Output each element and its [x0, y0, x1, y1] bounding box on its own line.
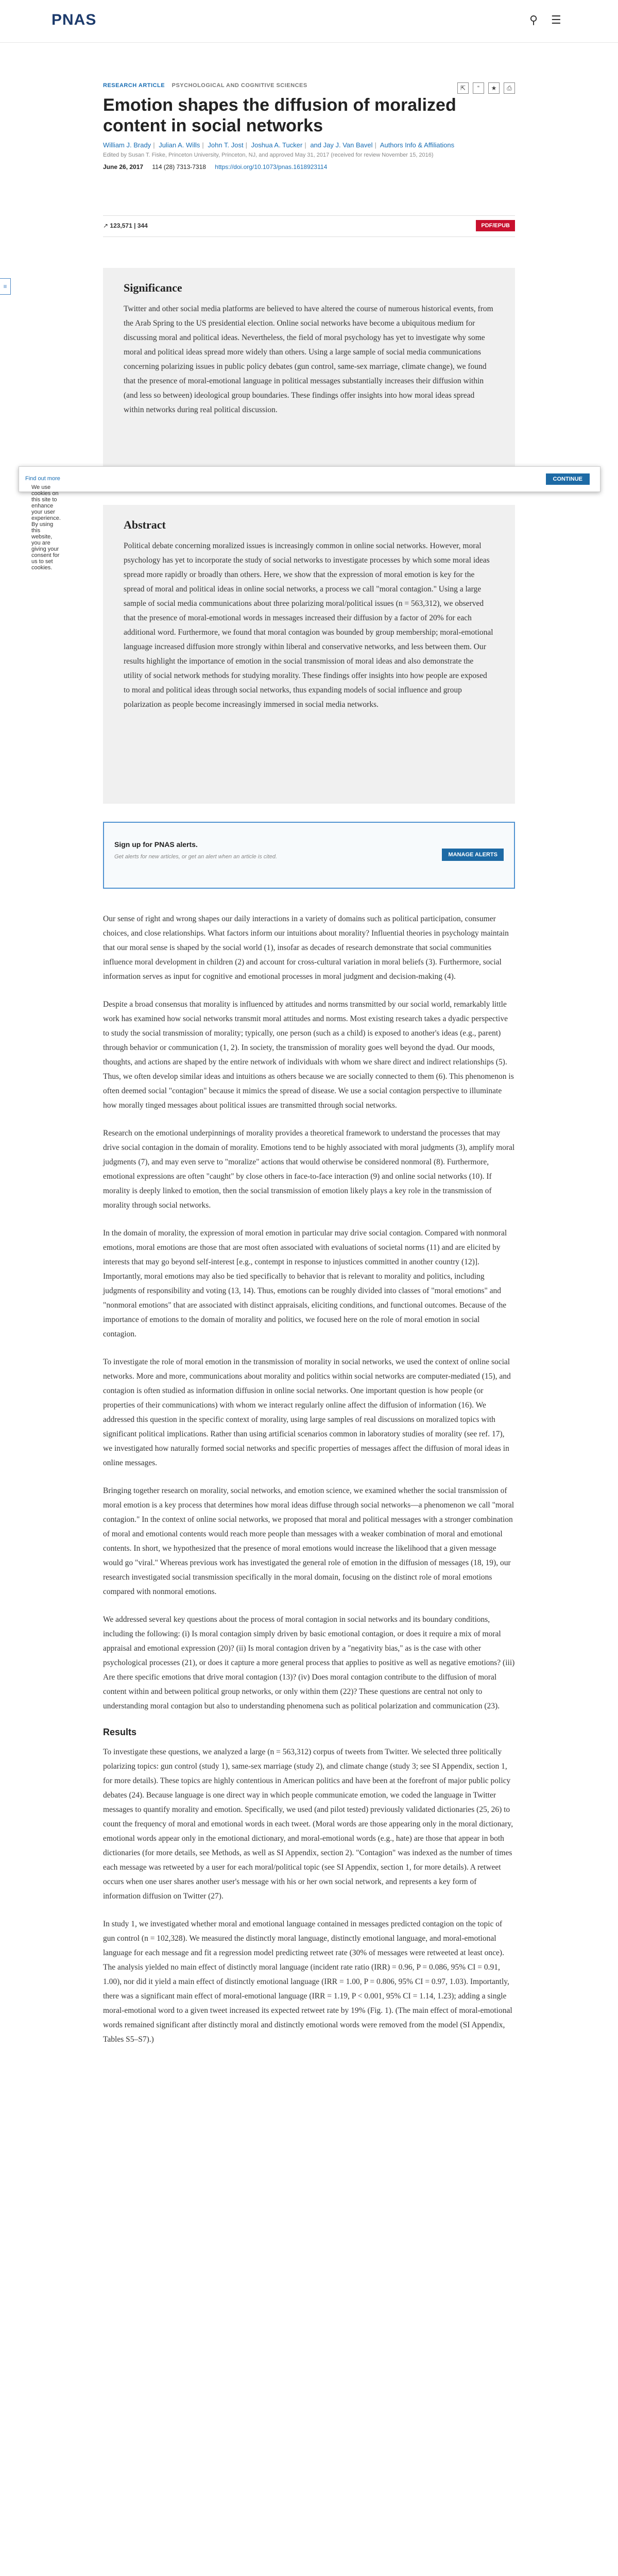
signup-title: Sign up for PNAS alerts.	[114, 840, 198, 849]
body-paragraph: Despite a broad consensus that morality is influenced by attitudes and norms transmitted by our social world, remarkably little work has examined how social networks transmit moral attitudes and norms. Most existing research takes a dyadic perspective to study the social transmission of morality; typically, one person (such as a child) is exposed to another's ideas (e.g., parent) through behavior or communication (1, 2). In society, the transmission of morality goes well beyond the dyad. Our moods, thoughts, and actions are shaped by the entire network of individuals with whom we share direct and indirect relationships (5). Thus, we often develop similar ideas and intuitions as others because we are socially connected to them (6). This phenomenon is often deemed social "contagion" because it mimics the spread of disease. We use a social contagion perspective to illuminate how morally tinged messages about political issues are transmitted through social networks.	[103, 1000, 514, 1110]
author-list: William J. Brady | Julian A. Wills | John T. Jost | Joshua A. Tucker | and Jay J. Van Bavel | Authors Info & Affiliations	[103, 141, 455, 149]
article-body	[103, 912, 515, 2060]
article-tags	[103, 82, 515, 89]
author-link[interactable]: Joshua A. Tucker	[251, 141, 303, 149]
abstract-heading: Abstract	[124, 518, 166, 531]
body-paragraph: Our sense of right and wrong shapes our daily interactions in a variety of domains such as political participation, consumer choices, and close relationships. What factors inform our intuitions about morality? Influential theories in psychology maintain that our moral sense is shaped by the social world (1), insofar as decades of research demonstrate that social communities influence moral development in children (2) and account for cross-cultural variation in moral beliefs (3). Furthermore, social information serves as input for cognitive and emotional processes in moral judgment and decision-making (4).	[103, 914, 509, 981]
metrics-count[interactable]: ↗ 123,571 | 344	[103, 222, 148, 229]
article-header	[103, 82, 515, 171]
body-paragraph: In the domain of morality, the expression of moral emotion in particular may drive social contagion. Compared with nonmoral emotions, moral emotions are those that are most often associated with evaluations of societal norms (11) and are elicited by interests that may go beyond self-interest [e.g., contempt in response to injustices committed in another country (12)]. Importantly, moral emotions may also be tied specifically to behavior that is relevant to morality and politics, including judgments of responsibility and voting (13, 14). Thus, emotions can be roughly divided into classes of "moral emotions" and "nonmoral emotions" that are associated with distinct appraisals, eliciting conditions, and functional outcomes. Because of the importance of emotions to the domain of morality and politics, we focused here on the role of moral emotion in social contagion.	[103, 1229, 507, 1338]
significance-heading: Significance	[124, 281, 182, 294]
significance-panel	[103, 268, 515, 479]
author-link[interactable]: John T. Jost	[208, 141, 244, 149]
print-icon[interactable]: ⎙	[504, 82, 515, 94]
body-paragraph: Bringing together research on morality, social networks, and emotion science, we examined whether the social transmission of moral emotion is a key process that determines how moral ideas diffuse through social networks—a phenomenon we call "moral contagion." In the context of online social networks, we proposed that moral and political messages with a stronger combination of moral and emotional contents would reach more people than messages with a weaker combination of moral and emotional contents. In short, we hypothesized that the presence of moral emotions would increase the likelihood that a given message would go "viral." Whereas previous work has investigated the general role of emotion in the diffusion of messages (18, 19), our research investigated social transmission specifically in the moral domain, focusing on the distinct role of moral emotions compared with nonmoral emotions.	[103, 1486, 514, 1596]
metrics-bar	[103, 215, 515, 237]
body-paragraph: We addressed several key questions about the process of moral contagion in social networks and its boundary conditions, including the following: (i) Is moral contagion simply driven by basic emotional contagion, or does it require a mix of moral appraisal and emotional expression (20)? (ii) Is moral contagion driven by a "negativity bias," as is the case with other psychological processes (21), or does it capture a more general process that applies to positive as well as negative emotions? (iii) Are there specific emotions that drive moral contagion (13)? (iv) Does moral contagion contribute to the diffusion of moral content within and between political group networks, or only within them (22)? These questions are central not only to understanding moral contagion but also to understanding phenomena such as political polarization and communication (23).	[103, 1615, 515, 1710]
volume-pages: 114 (28) 7313-7318	[152, 163, 206, 171]
trend-icon: ↗	[103, 222, 109, 229]
quote-icon[interactable]: “	[473, 82, 484, 94]
author-link[interactable]: and Jay J. Van Bavel	[310, 141, 373, 149]
significance-text: Twitter and other social media platforms are believed to have altered the course of numerous historical events, from the Arab Spring to the US presidential election. Online social networks have become a ubiquitous medium for discussing moral and political ideas. Nevertheless, the field of moral psychology has yet to investigate why some moral and political ideas spread more widely than others. Using a large sample of social media communications concerning polarizing issues in public policy debates (gun control, same-sex marriage, climate change), we found that the presence of moral-emotional language in political messages substantially increases their diffusion within (and less so between) ideological group boundaries. These findings offer insights into how moral ideas spread within networks during real political discussion.	[124, 304, 493, 414]
alerts-signup	[103, 822, 515, 889]
tag-subject[interactable]: PSYCHOLOGICAL AND COGNITIVE SCIENCES	[171, 82, 307, 89]
results-paragraph: To investigate these questions, we analyzed a large (n = 563,312) corpus of tweets from Twitter. We selected three politically polarizing topics: gun control (study 1), same-sex marriage (study 2), and climate change (study 3; see SI Appendix, section 1, for more details). These topics are highly contentious in American politics and have been at the forefront of major public policy debates (24). Because language is one direct way in which people communicate emotion, we coded the language in Twitter messages to quantify morality and emotion. Specifically, we used (and pilot tested) previously validated dictionaries (25, 26) to count the frequency of moral and emotional words in each tweet. (Moral words are those appearing only in the moral dictionary, emotional words appear only in the emotional dictionary, and moral-emotional words (e.g., hate) are those that appear in both dictionaries (for more details, see Methods, as well as SI Appendix, section 2). "Contagion" was indexed as the number of times each message was retweeted by a user for each moral/political topic (see SI Appendix, section 1, for more details). A retweet occurs when one user shares another user's message with his or her own social network, and represents a key form of information diffusion on Twitter (27).	[103, 1748, 513, 1901]
abstract-text: Political debate concerning moralized issues is increasingly common in online social networks. However, moral psychology has yet to incorporate the study of social networks to investigate processes by which some moral ideas spread more rapidly or broadly than others. Here, we show that the expression of moral emotion is key for the spread of moral and political ideas in online social networks, a process we call "moral contagion." Using a large sample of social media communications about three polarizing moral/political issues (n = 563,312), we observed that the presence of moral-emotional words in messages increased their diffusion by a factor of 20% for each additional word. Furthermore, we found that moral contagion was bounded by group membership; moral-emotional language increased diffusion more strongly within liberal and conservative networks, and less between them. Our results highlight the importance of emotion in the social transmission of moral ideas and also demonstrate the utility of social network methods for studying morality. These findings offer insights into how people are exposed to moral and political ideas through social networks, thus expanding models of social influence and group polarization as people become increasingly immersed in social media networks.	[124, 541, 493, 709]
article-title: Emotion shapes the diffusion of moralized content in social networks	[103, 95, 456, 135]
cookie-continue-button[interactable]: CONTINUE	[546, 473, 590, 485]
cookie-text: We use cookies on this site to enhance your user experience. By using this website, you are giving your consent for us to set cookies. Find out more	[25, 476, 61, 571]
signup-subtitle: Get alerts for new articles, or get an alert when an article is cited.	[114, 854, 278, 860]
pnas-logo[interactable]: PNAS	[52, 11, 97, 28]
results-heading: Results	[103, 1727, 137, 1737]
pdf-button[interactable]: PDF/EPUB	[476, 220, 515, 231]
edited-by: Edited by Susan T. Fiske, Princeton University, Princeton, NJ, and approved May 31, 2017 (received for review November 15, 2016)	[103, 152, 434, 158]
affiliations-link[interactable]: Authors Info & Affiliations	[380, 141, 455, 149]
tag-research-article[interactable]: RESEARCH ARTICLE	[103, 82, 165, 89]
publication-date: June 26, 2017	[103, 163, 144, 171]
results-paragraph: In study 1, we investigated whether moral and emotional language contained in messages predicted contagion on the topic of gun control (n = 102,328). We measured the distinctly moral language, distinctly emotional language, and moral-emotional language for each message and fit a regression model predicting retweet rate (30% of messages were retweeted at least once). The analysis yielded no main effect of distinctly moral language (incident rate ratio (IRR) = 0.96, P = 0.086, 95% CI = 0.91, 1.00), nor did it yield a main effect of distinctly emotional language (IRR = 1.00, P = 0.806, 95% CI = 0.97, 1.03). Importantly, there was a significant main effect of moral-emotional language (IRR = 1.19, P < 0.001, 95% CI = 1.14, 1.23); adding a single moral-emotional word to a given tweet increased its expected retweet rate by 19% (Fig. 1). (The main effect of moral-emotional words remained significant after distinctly moral and distinctly emotional words were removed from the model (SI Appendix, Tables S5–S7).)	[103, 1920, 512, 2044]
body-paragraph: To investigate the role of moral emotion in the transmission of morality in social networks, we used the context of online social networks. More and more, communications about morality and politics within social networks are computer-mediated (15), and contagion is often studied as information diffusion in online social networks. One important question is how people (or properties of their communications) with whom we interact regularly online affect the diffusion of information (16). We addressed this question in the specific context of morality, using large samples of real discussions on moralized topics with significant political implications. Rather than using artificial scenarios common in laboratory studies of morality (see ref. 17), we investigated how naturally formed social networks and specific properties of messages affect the diffusion of moral ideas in online messages.	[103, 1358, 511, 1467]
bookmark-icon[interactable]: ★	[488, 82, 500, 94]
cookie-link[interactable]: Find out more	[25, 476, 60, 482]
search-icon[interactable]: ⚲	[529, 13, 538, 26]
manage-alerts-button[interactable]: MANAGE ALERTS	[442, 849, 504, 861]
author-link[interactable]: Julian A. Wills	[159, 141, 200, 149]
article-tools	[457, 82, 515, 94]
publication-info	[103, 163, 515, 171]
author-link[interactable]: William J. Brady	[103, 141, 151, 149]
body-paragraph: Research on the emotional underpinnings of morality provides a theoretical framework to understand the processes that may drive social contagion in the domain of morality. Emotions tend to be highly associated with moral judgments (3), amplify moral judgments (7), and may even serve to "moralize" actions that would otherwise be considered nonmoral (8). Furthermore, emotional expressions are often "caught" by close others in face-to-face interaction (9) and online social networks (10). If morality is deeply linked to emotion, then the social transmission of emotion likely plays a key role in the transmission of morality through social networks.	[103, 1129, 515, 1210]
share-icon[interactable]: ⇱	[457, 82, 469, 94]
doi-link[interactable]: https://doi.org/10.1073/pnas.1618923114	[215, 163, 328, 171]
abstract-panel	[103, 505, 515, 804]
menu-icon[interactable]: ☰	[551, 13, 561, 26]
sidebar-toggle-icon[interactable]: ≡	[0, 278, 11, 295]
site-header	[0, 0, 618, 43]
